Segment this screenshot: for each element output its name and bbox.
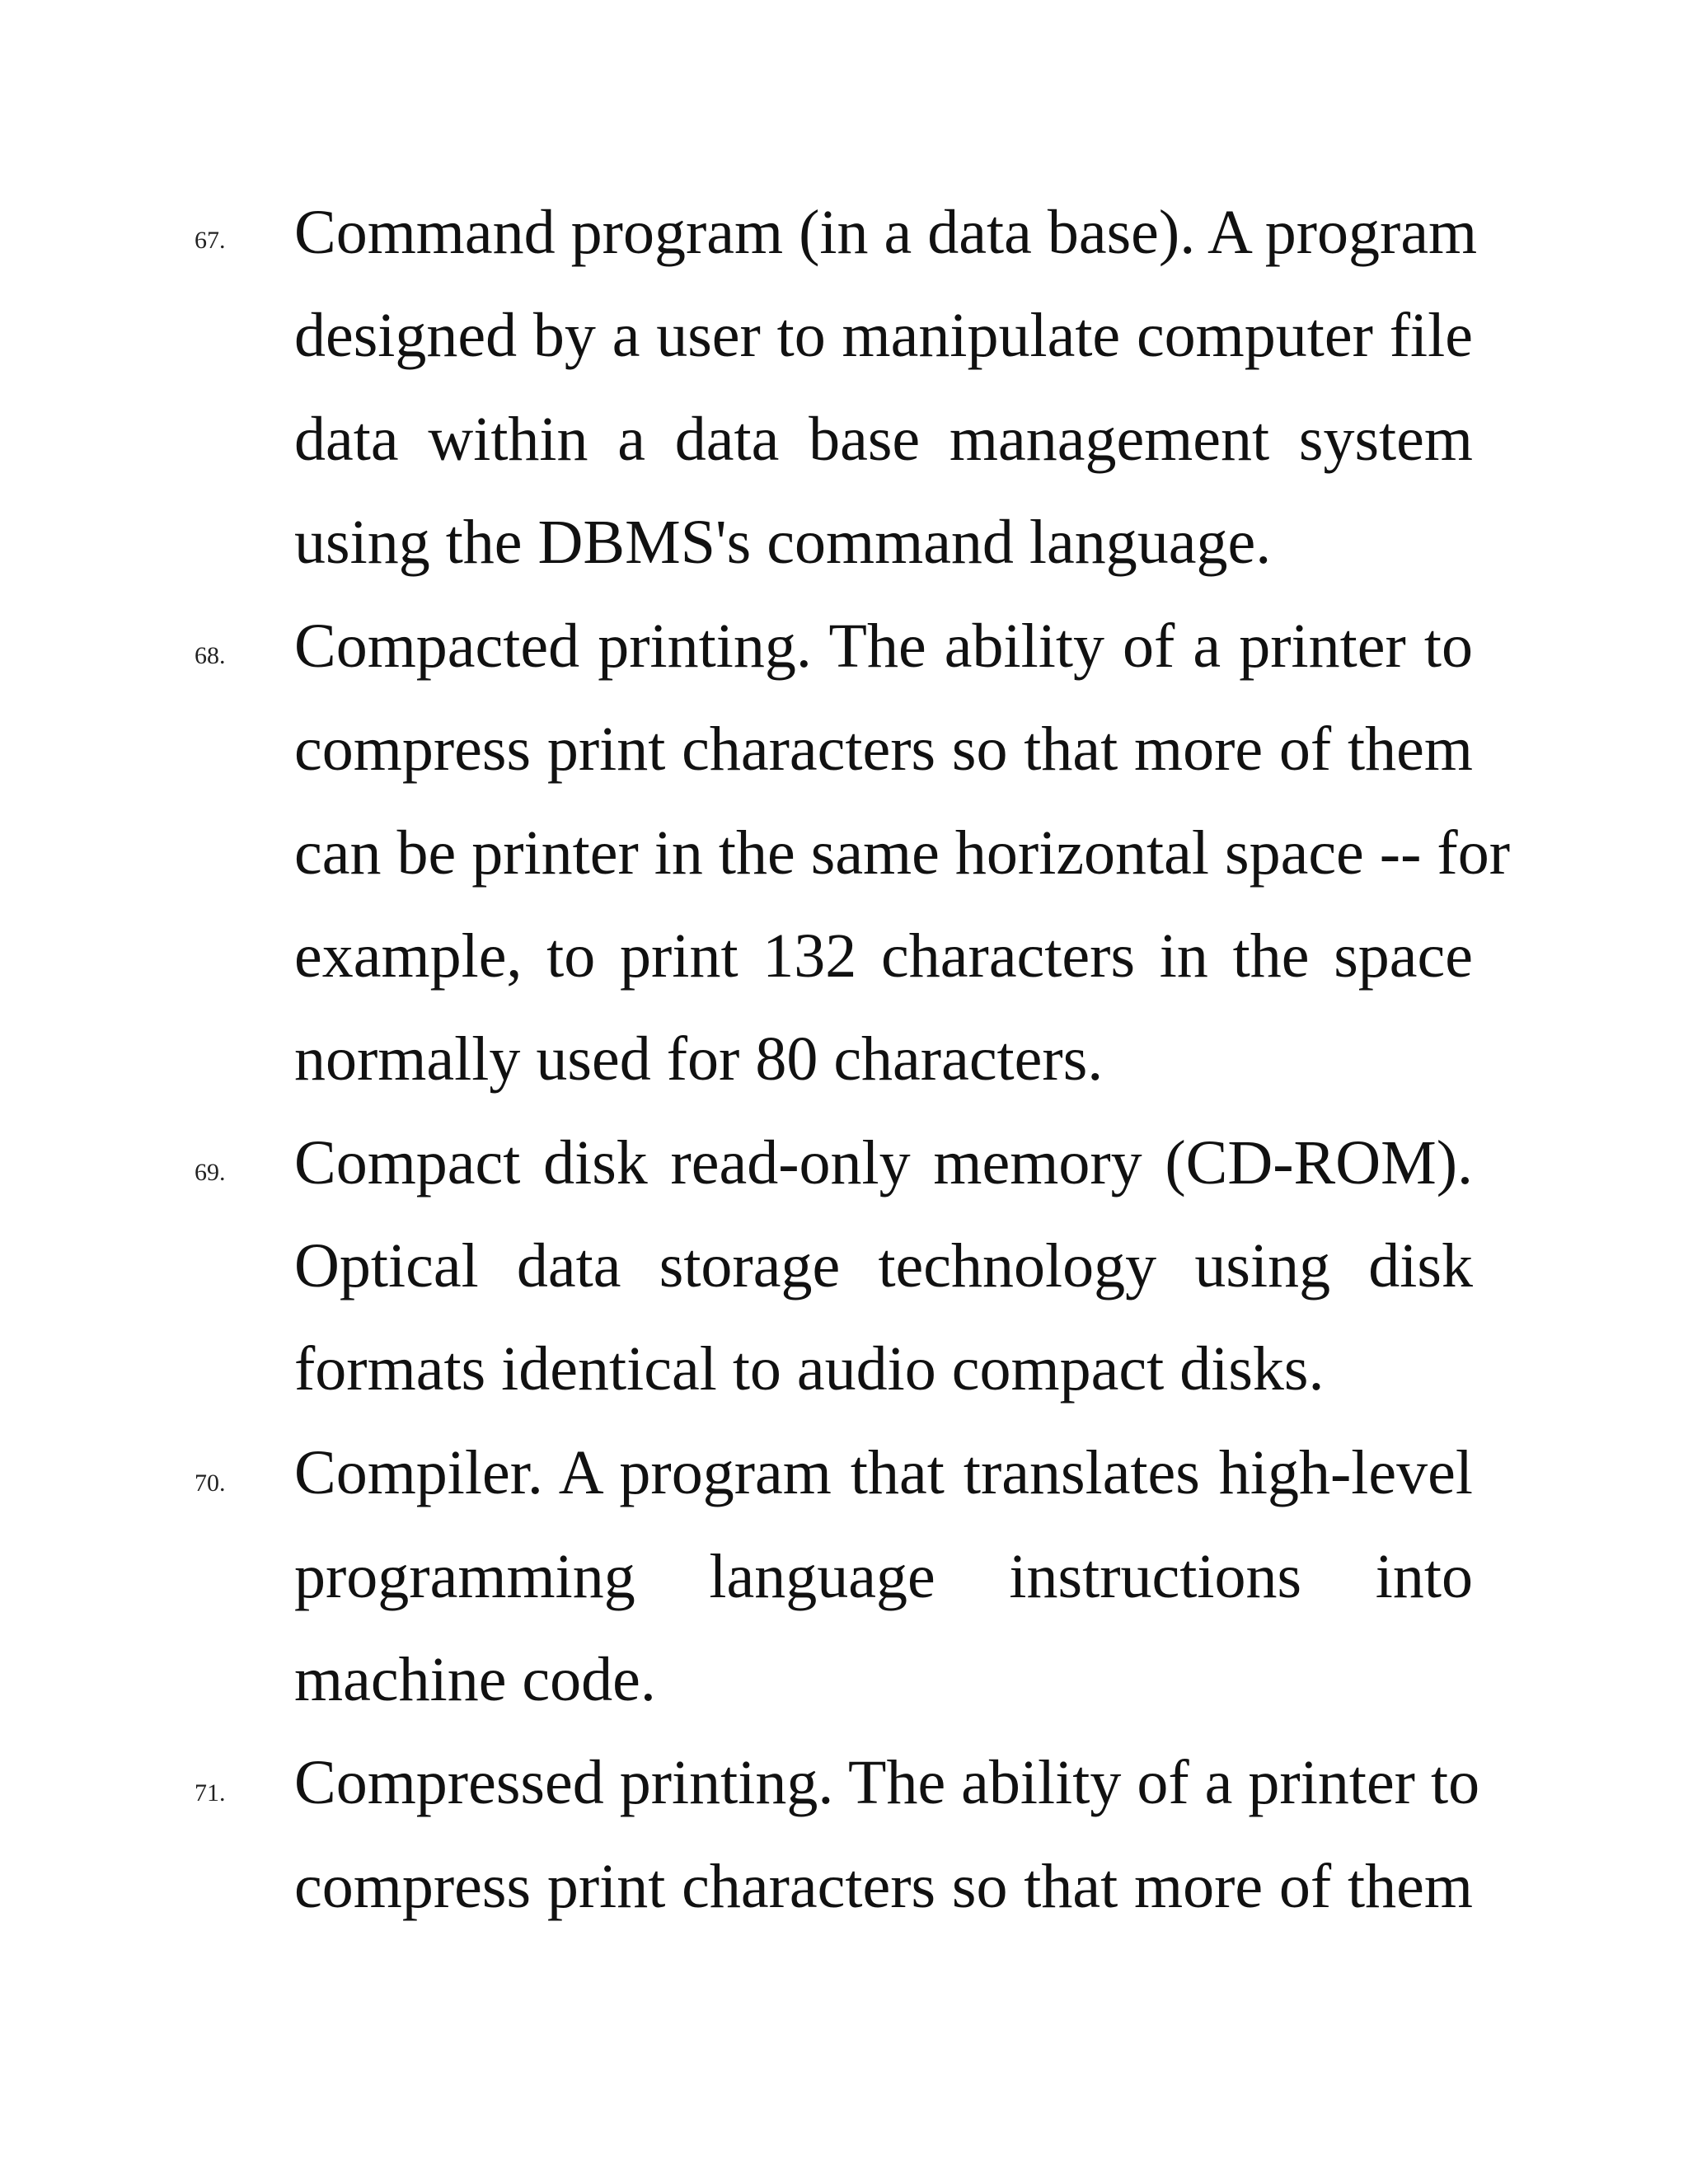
entry-line: designed by a user to manipulate computer file xyxy=(294,301,1473,370)
entry-line: compress print characters so that more of them xyxy=(294,715,1473,784)
entry-line: data within a data base management system xyxy=(294,405,1473,474)
entry-line: machine code. xyxy=(294,1645,656,1714)
entry-line: Compiler. A program that translates high-level xyxy=(294,1438,1473,1507)
entry-line: Compact disk read-only memory (CD-ROM). xyxy=(294,1128,1473,1197)
entry-line: can be printer in the same horizontal space -- for xyxy=(294,818,1511,888)
entry-line: using the DBMS's command language. xyxy=(294,508,1272,577)
entry-line: formats identical to audio compact disks. xyxy=(294,1334,1325,1404)
entry-line: Optical data storage technology using disk xyxy=(294,1231,1473,1301)
entry-number: 70. xyxy=(195,1469,226,1497)
entry-number: 69. xyxy=(195,1159,226,1186)
entry-line: example, to print 132 characters in the space xyxy=(294,921,1473,991)
entry-number: 71. xyxy=(195,1779,226,1807)
entry-line: compress print characters so that more of them xyxy=(294,1852,1473,1921)
entry-line: normally used for 80 characters. xyxy=(294,1024,1104,1094)
entry-number: 68. xyxy=(195,642,226,669)
entry-line: Compressed printing. The ability of a printer to xyxy=(294,1748,1480,1817)
entry-number: 67. xyxy=(195,227,226,254)
entry-line: Compacted printing. The ability of a printer to xyxy=(294,612,1473,681)
entry-line: Command program (in a data base). A program xyxy=(294,198,1478,267)
entry-line: programming language instructions into xyxy=(294,1542,1473,1611)
